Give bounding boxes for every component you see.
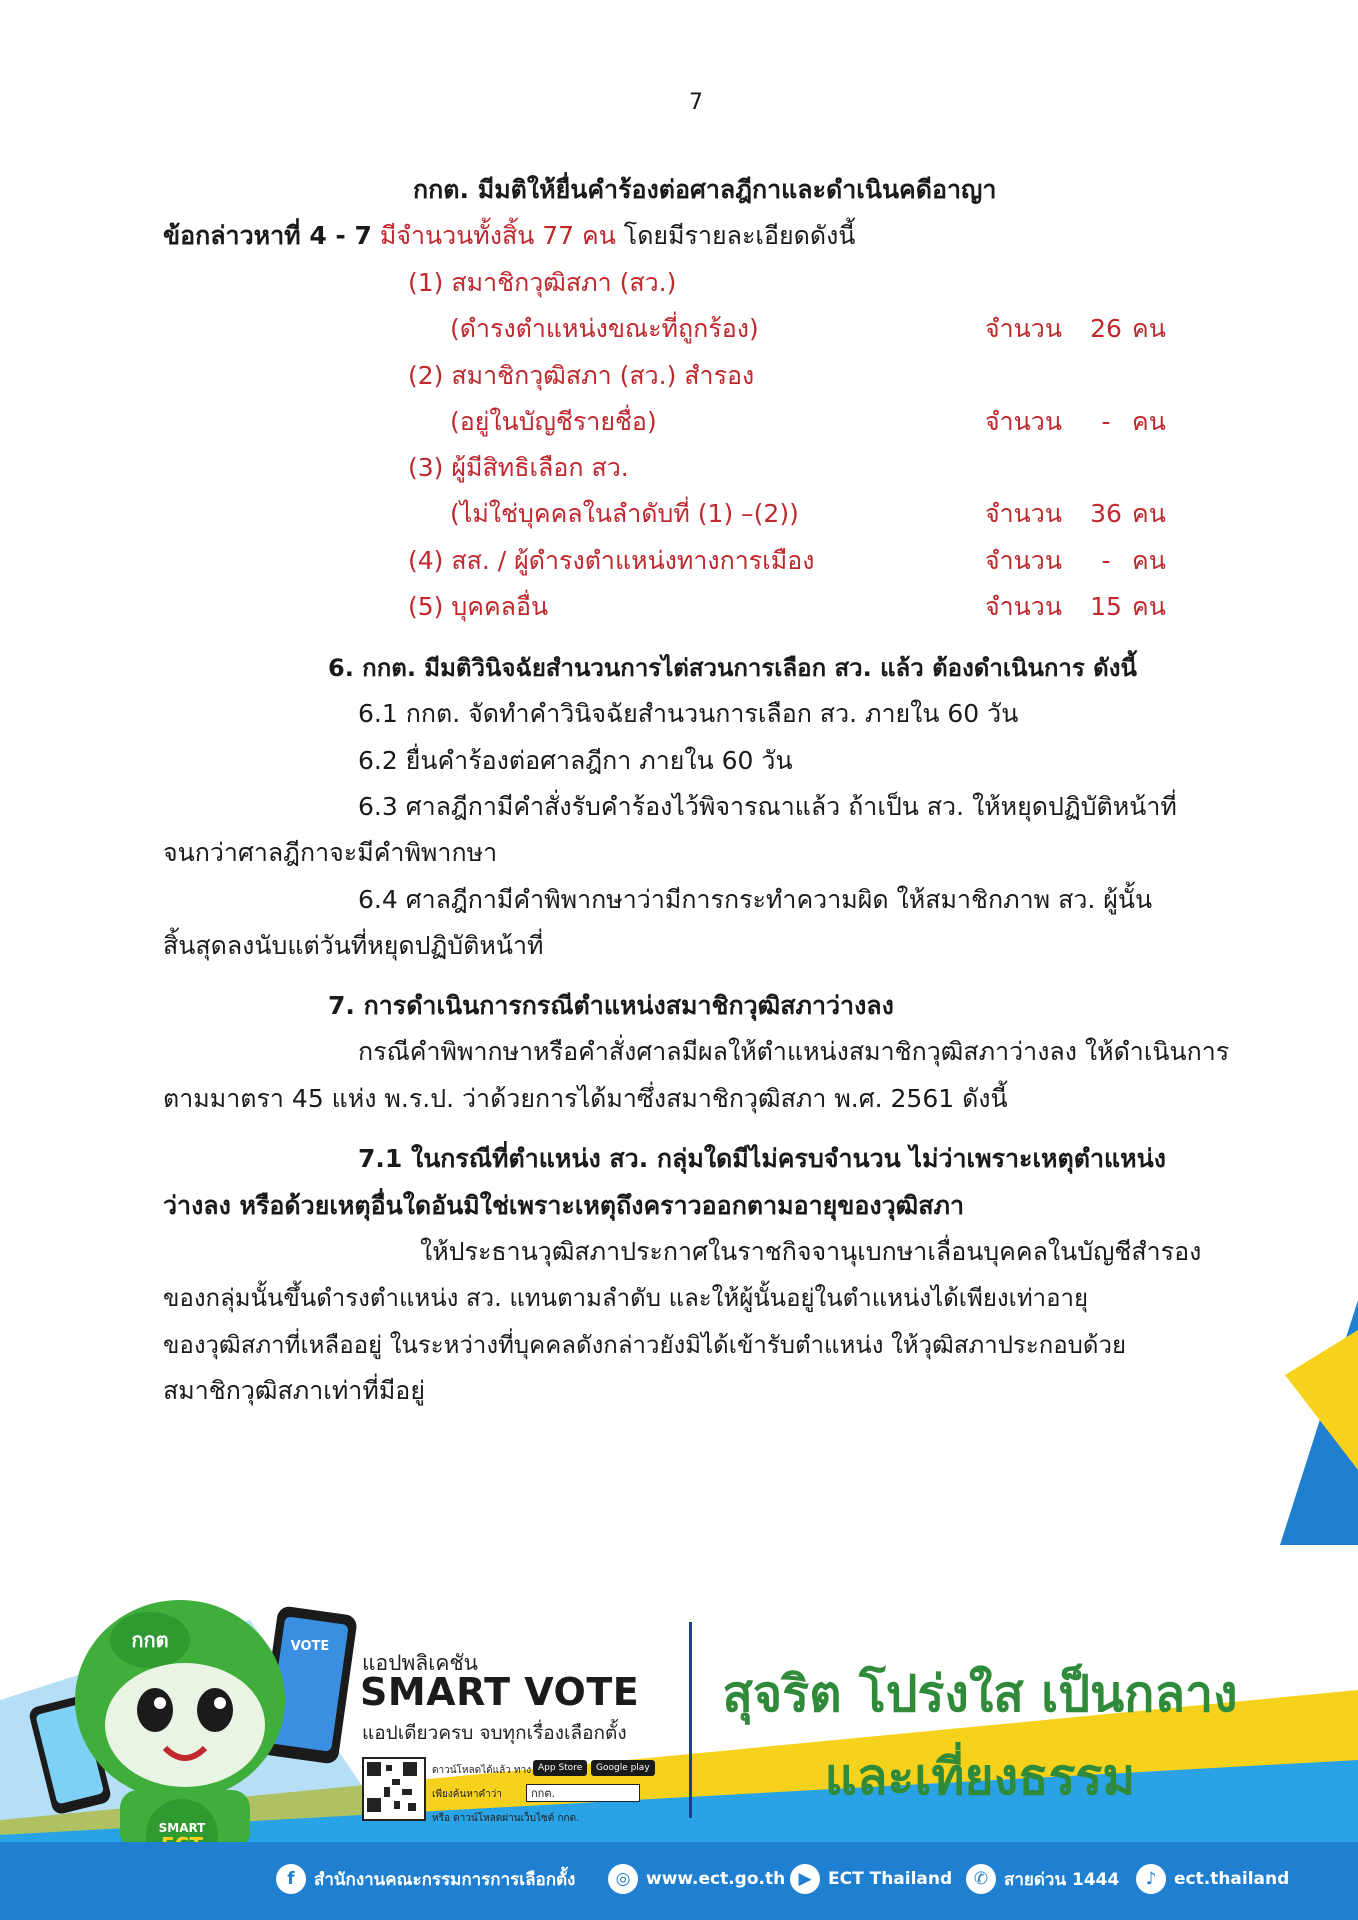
mascot-badge-label-1: SMART bbox=[158, 1821, 206, 1835]
count-label: จำนวน bbox=[985, 592, 1062, 621]
section-6-item-2: 6.2 ยื่นคำร้องต่อศาลฎีกา ภายใน 60 วัน bbox=[358, 746, 793, 775]
count-unit: คน bbox=[1132, 499, 1166, 528]
count-label: จำนวน bbox=[985, 546, 1062, 575]
category-1-title: (1) สมาชิกวุฒิสภา (สว.) bbox=[408, 268, 677, 297]
phone-icon: ✆ bbox=[966, 1864, 996, 1894]
tiktok-label: ect.thailand bbox=[1174, 1869, 1290, 1889]
play-icon: ▶ bbox=[790, 1864, 820, 1894]
section-6-item-1: 6.1 กกต. จัดทำคำวินิจฉัยสำนวนการเลือก สว. ภายใน 60 วัน bbox=[358, 699, 1019, 728]
section-7-1-para-line-4: สมาชิกวุฒิสภาเท่าที่มีอยู่ bbox=[163, 1376, 425, 1405]
category-3-note: (ไม่ใช่บุคคลในลำดับที่ (1) –(2)) bbox=[450, 499, 799, 528]
facebook-link[interactable] bbox=[276, 1864, 575, 1894]
count-unit: คน bbox=[1132, 592, 1166, 621]
youtube-label: ECT Thailand bbox=[828, 1869, 953, 1889]
mascot-left-eye bbox=[137, 1688, 173, 1732]
facebook-icon: f bbox=[276, 1864, 306, 1894]
section-7-para-1: กรณีคำพิพากษาหรือคำสั่งศาลมีผลให้ตำแหน่งสมาชิกวุฒิสภาว่างลง ให้ดำเนินการ bbox=[358, 1037, 1230, 1066]
search-label: เพียงค้นหาคำว่า bbox=[432, 1789, 503, 1800]
section-7-para-1-cont: ตามมาตรา 45 แห่ง พ.ร.ป. ว่าด้วยการได้มาซึ่งสมาชิกวุฒิสภา พ.ศ. 2561 ดังนี้ bbox=[163, 1084, 1008, 1113]
download-label: ดาวน์โหลดได้แล้ว ทาง bbox=[432, 1765, 532, 1776]
globe-icon: ◎ bbox=[608, 1864, 638, 1894]
facebook-label: สำนักงานคณะกรรมการการเลือกตั้ง bbox=[314, 1869, 576, 1890]
section-6-item-4: 6.4 ศาลฎีกามีคำพิพากษาว่ามีการกระทำความผิด ให้สมาชิกภาพ สว. ผู้นั้น bbox=[358, 885, 1153, 914]
count-value: 36 bbox=[1090, 499, 1122, 528]
hotline-label: สายด่วน 1444 bbox=[1004, 1869, 1120, 1890]
slogan-line-1: สุจริต โปร่งใส เป็นกลาง bbox=[722, 1665, 1238, 1723]
divider-line bbox=[689, 1622, 692, 1818]
category-2-title: (2) สมาชิกวุฒิสภา (สว.) สำรอง bbox=[408, 361, 755, 390]
slogan-line-2: และเที่ยงธรรม bbox=[824, 1748, 1136, 1806]
category-5-title: (5) บุคคลอื่น bbox=[408, 592, 549, 621]
mascot-cap-label: กกต bbox=[131, 1628, 169, 1652]
section-6-title: 6. กกต. มีมติวินิจฉัยสำนวนการไต่สวนการเลือก สว. แล้ว ต้องดำเนินการ ดังนี้ bbox=[328, 654, 1137, 682]
qr-code[interactable] bbox=[362, 1757, 426, 1821]
hotline-link[interactable] bbox=[966, 1864, 1119, 1894]
youtube-link[interactable] bbox=[790, 1864, 952, 1894]
section-7-1-title: 7.1 ในกรณีที่ตำแหน่ง สว. กลุ่มใดมีไม่ครบจำนวน ไม่ว่าเพราะเหตุตำแหน่ง bbox=[358, 1144, 1166, 1173]
category-2-note: (อยู่ในบัญชีรายชื่อ) bbox=[450, 407, 657, 436]
category-4-title: (4) สส. / ผู้ดำรงตำแหน่งทางการเมือง bbox=[408, 546, 815, 575]
count-value: - bbox=[1101, 407, 1111, 436]
count-value: 15 bbox=[1090, 592, 1122, 621]
category-1-note: (ดำรงตำแหน่งขณะที่ถูกร้อง) bbox=[450, 314, 759, 343]
section-7-title: 7. การดำเนินการกรณีตำแหน่งสมาชิกวุฒิสภาว่างลง bbox=[328, 991, 894, 1020]
website-download-note: หรือ ดาวน์โหลดผ่านเว็บไซต์ กกต. bbox=[432, 1813, 580, 1824]
app-small-label: แอปพลิเคชัน bbox=[362, 1651, 479, 1675]
app-store-button[interactable]: App Store bbox=[533, 1760, 587, 1776]
category-3-title: (3) ผู้มีสิทธิเลือก สว. bbox=[408, 453, 629, 482]
section-7-1-para-line-3: ของวุฒิสภาที่เหลืออยู่ ในระหว่างที่บุคคลดังกล่าวยังมิได้เข้ารับตำแหน่ง ให้วุฒิสภาประกอบด้วย bbox=[163, 1331, 1127, 1359]
qr-pattern bbox=[364, 1759, 420, 1815]
count-label: จำนวน bbox=[985, 407, 1062, 436]
tiktok-link[interactable] bbox=[1136, 1864, 1289, 1894]
count-unit: คน bbox=[1132, 314, 1166, 343]
section-6-item-3-cont: จนกว่าศาลฎีกาจะมีคำพิพากษา bbox=[163, 838, 498, 867]
count-label: จำนวน bbox=[985, 499, 1062, 528]
count-value: - bbox=[1101, 546, 1111, 575]
summary-total: มีจำนวนทั้งสิ้น 77 คน bbox=[379, 221, 616, 250]
website-label: www.ect.go.th bbox=[646, 1869, 786, 1889]
section-heading: กกต. มีมติให้ยื่นคำร้องต่อศาลฎีกาและดำเนินคดีอาญา bbox=[413, 175, 997, 204]
summary-tail: โดยมีรายละเอียดดังนี้ bbox=[623, 221, 856, 250]
page-number: 7 bbox=[689, 90, 703, 115]
section-7-1-para-line-2: ของกลุ่มนั้นขึ้นดำรงตำแหน่ง สว. แทนตามลำดับ และให้ผู้นั้นอยู่ในตำแหน่งได้เพียงเท่าอายุ bbox=[163, 1284, 1089, 1312]
count-label: จำนวน bbox=[985, 314, 1062, 343]
section-7-1-para: ให้ประธานวุฒิสภาประกาศในราชกิจจานุเบกษาเลื่อนบุคคลในบัญชีสำรอง bbox=[420, 1237, 1202, 1266]
search-keyword-box: กกต. bbox=[526, 1784, 640, 1802]
google-play-button[interactable]: Google play bbox=[591, 1760, 655, 1776]
app-name: SMART VOTE bbox=[360, 1670, 640, 1714]
phone-label: VOTE bbox=[290, 1639, 330, 1654]
section-6-item-4-cont: สิ้นสุดลงนับแต่วันที่หยุดปฏิบัติหน้าที่ bbox=[163, 931, 544, 960]
app-tagline: แอปเดียวครบ จบทุกเรื่องเลือกตั้ง bbox=[362, 1722, 627, 1744]
mascot-face bbox=[105, 1663, 265, 1787]
mascot-right-eye bbox=[197, 1688, 233, 1732]
website-link[interactable] bbox=[608, 1864, 785, 1894]
count-value: 26 bbox=[1090, 314, 1122, 343]
tiktok-icon: ♪ bbox=[1136, 1864, 1166, 1894]
count-unit: คน bbox=[1132, 407, 1166, 436]
section-7-1-title-cont: ว่างลง หรือด้วยเหตุอื่นใดอันมิใช่เพราะเหตุถึงคราวออกตามอายุของวุฒิสภา bbox=[163, 1191, 965, 1220]
count-unit: คน bbox=[1132, 546, 1166, 575]
summary-lead: ข้อกล่าวหาที่ 4 - 7 bbox=[163, 221, 372, 250]
section-6-item-3: 6.3 ศาลฎีกามีคำสั่งรับคำร้องไว้พิจารณาแล้ว ถ้าเป็น สว. ให้หยุดปฏิบัติหน้าที่ bbox=[358, 792, 1177, 821]
